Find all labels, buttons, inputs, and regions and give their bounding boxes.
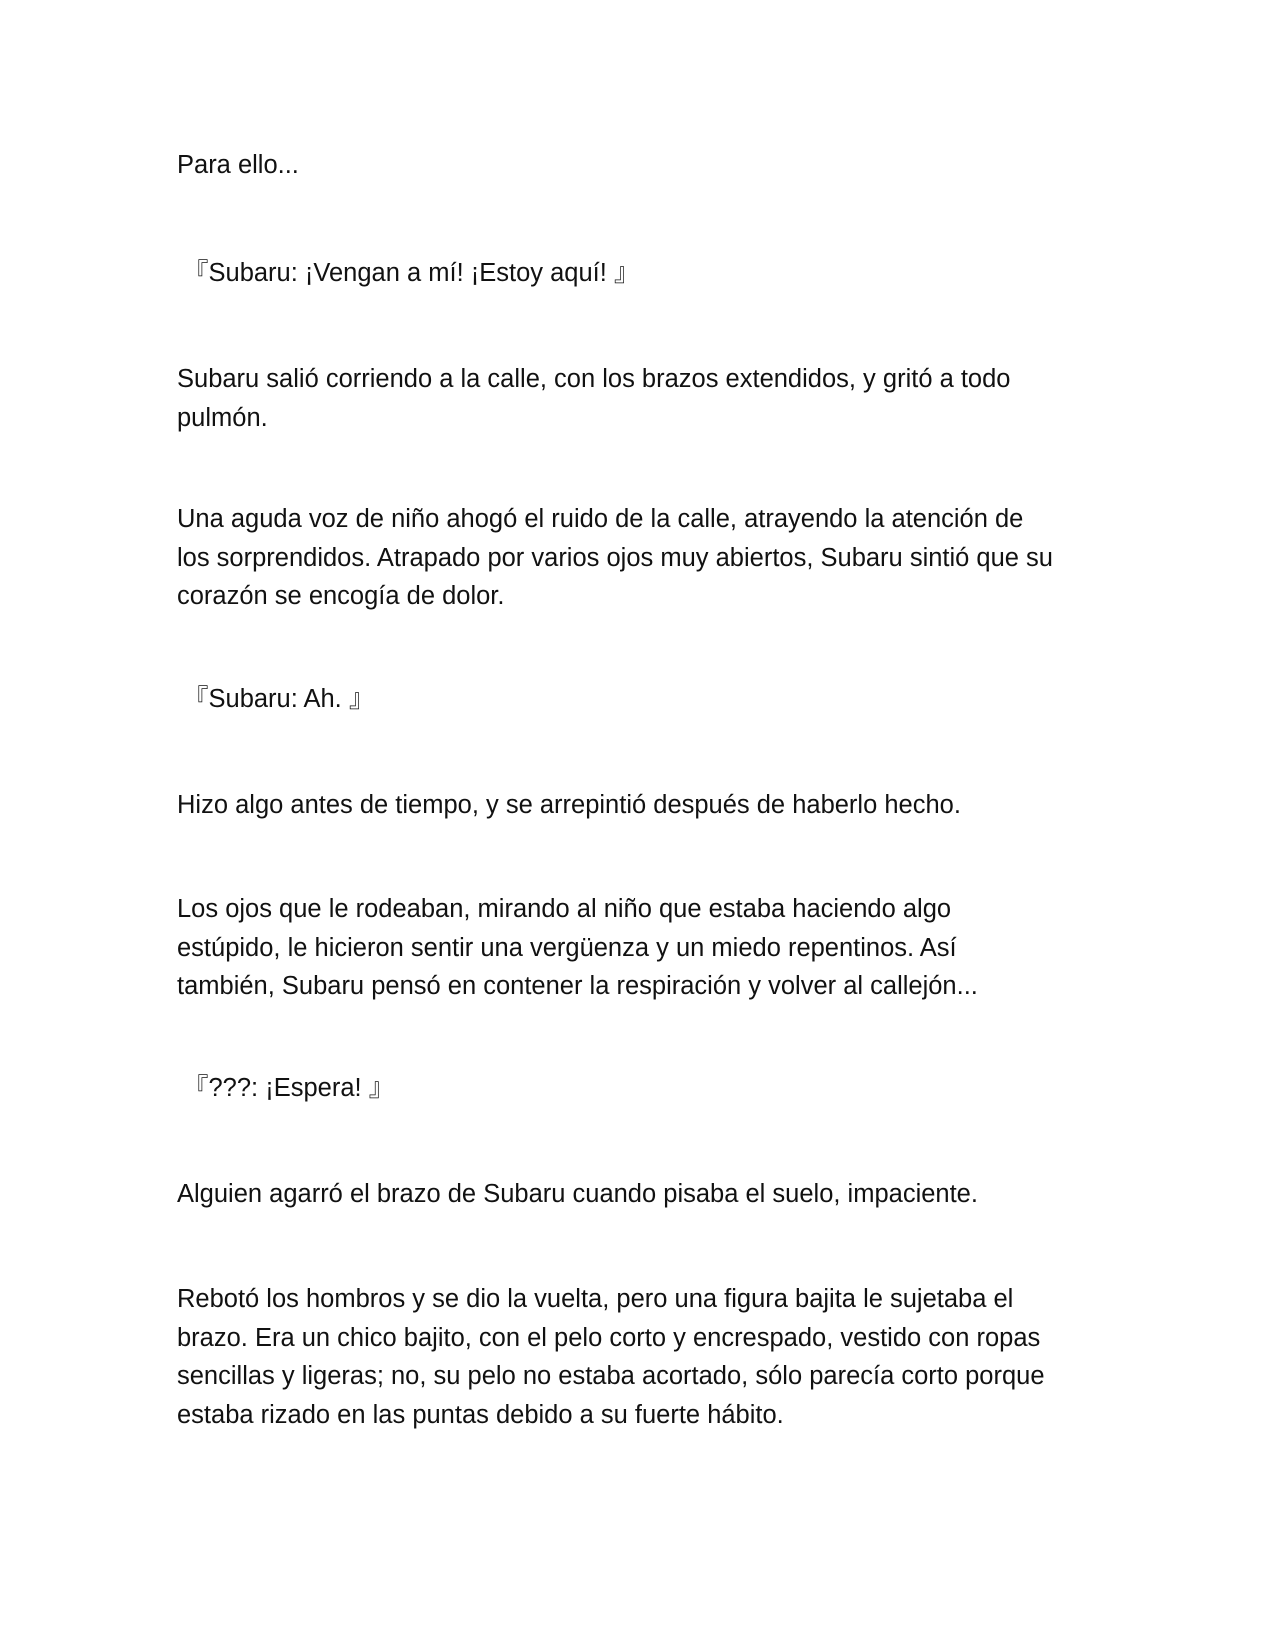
paragraph-subaru-runs: [177, 360, 1107, 437]
text-line: estúpido, le hicieron sentir una vergüenza y un miedo repentinos. Así: [177, 933, 957, 962]
text-line: Subaru salió corriendo a la calle, con los brazos extendidos, y gritó a todo: [177, 365, 1011, 393]
paragraph-intro: [177, 146, 1107, 185]
text-line: 『Subaru: Ah. 』: [183, 685, 375, 713]
text-line: pulmón.: [177, 403, 268, 432]
text-line: estaba rizado en las puntas debido a su fuerte hábito.: [177, 1400, 784, 1429]
dialogue-subaru-call: [183, 254, 1113, 293]
text-line: Alguien agarró el brazo de Subaru cuando pisaba el suelo, impaciente.: [177, 1180, 978, 1208]
text-line: Una aguda voz de niño ahogó el ruido de la calle, atrayendo la atención de: [177, 505, 1024, 533]
text-line: Para ello...: [177, 151, 299, 179]
paragraph-regret: [177, 786, 1107, 825]
text-line: sencillas y ligeras; no, su pelo no estaba acortado, sólo parecía corto porque: [177, 1362, 1045, 1390]
paragraph-eyes: [177, 890, 1107, 1006]
text-line: corazón se encogía de dolor.: [177, 582, 505, 610]
text-line: Rebotó los hombros y se dio la vuelta, pero una figura bajita le sujetaba el: [177, 1285, 1014, 1313]
paragraph-short-figure: [177, 1280, 1107, 1434]
text-line: 『Subaru: ¡Vengan a mí! ¡Estoy aquí! 』: [183, 259, 640, 287]
text-line: Hizo algo antes de tiempo, y se arrepintió después de haberlo hecho.: [177, 791, 961, 819]
text-line: brazo. Era un chico bajito, con el pelo corto y encrespado, vestido con ropas: [177, 1323, 1041, 1352]
dialogue-subaru-ah: [183, 680, 1113, 719]
text-line: los sorprendidos. Atrapado por varios ojos muy abiertos, Subaru sintió que su: [177, 543, 1053, 572]
paragraph-child-voice: [177, 500, 1107, 616]
text-line: Los ojos que le rodeaban, mirando al niño que estaba haciendo algo: [177, 895, 952, 923]
text-line: también, Subaru pensó en contener la respiración y volver al callejón...: [177, 972, 978, 1000]
dialogue-wait: [183, 1069, 1113, 1108]
text-line: 『???: ¡Espera! 』: [183, 1074, 395, 1102]
paragraph-grabbed-arm: [177, 1175, 1107, 1214]
